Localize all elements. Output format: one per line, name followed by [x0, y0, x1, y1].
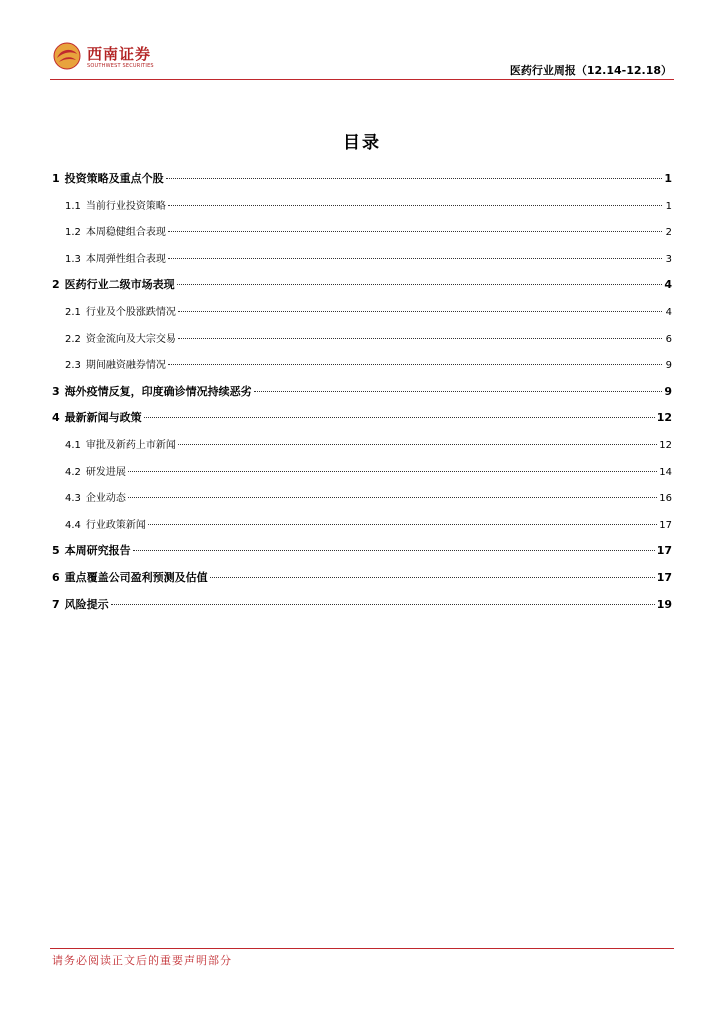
- toc-entry-text: 医药行业二级市场表现: [64, 278, 175, 292]
- toc-entry-number: 6: [52, 570, 60, 584]
- toc-entry-page: 12: [659, 439, 672, 451]
- toc-leader-dots: [168, 258, 662, 259]
- toc-entry-page: 17: [656, 544, 672, 558]
- toc-entry-number: 1.2: [65, 227, 81, 239]
- toc-entry[interactable]: [52, 330, 672, 357]
- toc-leader-dots: [144, 417, 655, 418]
- toc-entry-page: 1: [665, 200, 672, 212]
- toc-entry-text: 最新新闻与政策: [64, 411, 142, 425]
- toc-entry-number: 4.4: [65, 519, 81, 531]
- toc-entry-text: 行业政策新闻: [85, 519, 146, 531]
- report-header-title: 医药行业周报（12.14-12.18）: [509, 64, 672, 77]
- toc-entry-page: 16: [659, 493, 672, 505]
- toc-entry[interactable]: [52, 436, 672, 463]
- toc-entry[interactable]: [52, 223, 672, 250]
- toc-entry-page: 2: [665, 227, 672, 239]
- company-logo: [53, 42, 203, 74]
- toc-entry-text: 风险提示: [64, 597, 109, 611]
- toc-entry-number: 2.1: [65, 306, 81, 318]
- toc-entry-text: 行业及个股涨跌情况: [85, 306, 176, 318]
- toc-entry-number: 4.2: [65, 466, 81, 478]
- toc-entry[interactable]: [52, 463, 672, 490]
- toc-entry-page: 9: [664, 384, 672, 398]
- toc-entry-text: 当前行业投资策略: [85, 200, 166, 212]
- toc-leader-dots: [128, 471, 657, 472]
- toc-entry-number: 1.1: [65, 200, 81, 212]
- toc-entry-page: 9: [665, 360, 672, 372]
- toc-entry-number: 4: [52, 411, 60, 425]
- toc-leader-dots: [148, 524, 657, 525]
- toc-entry-page: 17: [656, 570, 672, 584]
- toc-entry-page: 1: [664, 172, 672, 185]
- toc-entry[interactable]: [52, 516, 672, 543]
- toc-entry-page: 12: [656, 411, 672, 425]
- toc-entry[interactable]: [52, 356, 672, 383]
- toc-entry-page: 17: [659, 519, 672, 531]
- toc-leader-dots: [178, 311, 662, 312]
- toc-entry-text: 审批及新药上市新闻: [85, 439, 176, 451]
- toc-entry-text: 海外疫情反复，印度确诊情况持续恶劣: [64, 384, 252, 398]
- toc-leader-dots: [111, 604, 655, 605]
- toc-entry[interactable]: [52, 409, 672, 436]
- toc-entry-text: 企业动态: [85, 493, 126, 505]
- toc-entry-page: 4: [665, 306, 672, 318]
- toc-entry-text: 投资策略及重点个股: [64, 172, 164, 185]
- toc-entry[interactable]: [52, 170, 672, 197]
- toc-leader-dots: [178, 338, 662, 339]
- toc-entry-number: 4.1: [65, 439, 81, 451]
- toc-entry[interactable]: [52, 197, 672, 224]
- toc-leader-dots: [128, 497, 657, 498]
- toc-leader-dots: [168, 205, 662, 206]
- toc-entry[interactable]: [52, 250, 672, 277]
- toc-entry[interactable]: [52, 596, 672, 623]
- toc-leader-dots: [178, 444, 657, 445]
- toc-entry-page: 14: [659, 466, 672, 478]
- toc-title: 目录: [343, 133, 381, 153]
- toc-leader-dots: [168, 231, 662, 232]
- toc-entry-text: 重点覆盖公司盈利预测及估值: [64, 570, 208, 584]
- toc-leader-dots: [133, 550, 655, 551]
- toc-entry[interactable]: [52, 383, 672, 410]
- toc-leader-dots: [254, 391, 662, 392]
- toc-entry-page: 6: [665, 333, 672, 345]
- toc-entry-text: 资金流向及大宗交易: [85, 333, 176, 345]
- toc-entry[interactable]: [52, 276, 672, 303]
- toc-entry[interactable]: [52, 489, 672, 516]
- toc-entry-number: 2: [52, 278, 60, 292]
- toc-leader-dots: [168, 364, 662, 365]
- toc-entry-number: 7: [52, 597, 60, 611]
- toc-entry[interactable]: [52, 569, 672, 596]
- toc-entry-number: 4.3: [65, 493, 81, 505]
- toc-leader-dots: [166, 178, 662, 179]
- toc-entry[interactable]: [52, 542, 672, 569]
- toc-entry-text: 本周稳健组合表现: [85, 227, 166, 239]
- toc-entry-number: 5: [52, 544, 60, 558]
- toc-entry-text: 本周研究报告: [64, 544, 131, 558]
- header-divider: [50, 79, 674, 80]
- toc-entry-number: 2.2: [65, 333, 81, 345]
- toc-leader-dots: [210, 577, 655, 578]
- toc-entry-number: 2.3: [65, 360, 81, 372]
- toc-entry-page: 4: [664, 278, 672, 292]
- logo-chinese-name: 西南证券: [87, 45, 152, 63]
- table-of-contents: [52, 170, 672, 622]
- toc-entry-page: 3: [665, 253, 672, 265]
- toc-entry-number: 3: [52, 384, 60, 398]
- toc-entry-text: 研发进展: [85, 466, 126, 478]
- logo-english-name: SOUTHWEST SECURITIES: [87, 63, 154, 69]
- toc-leader-dots: [177, 284, 662, 285]
- toc-entry-text: 期间融资融券情况: [85, 360, 166, 372]
- toc-entry-number: 1.3: [65, 253, 81, 265]
- toc-entry[interactable]: [52, 303, 672, 330]
- logo-emblem-icon: [53, 42, 81, 70]
- footer-divider: [50, 948, 674, 949]
- toc-entry-page: 19: [656, 597, 672, 611]
- footer-disclaimer: 请务必阅读正文后的重要声明部分: [52, 954, 232, 967]
- toc-entry-number: 1: [52, 172, 60, 185]
- toc-entry-text: 本周弹性组合表现: [85, 253, 166, 265]
